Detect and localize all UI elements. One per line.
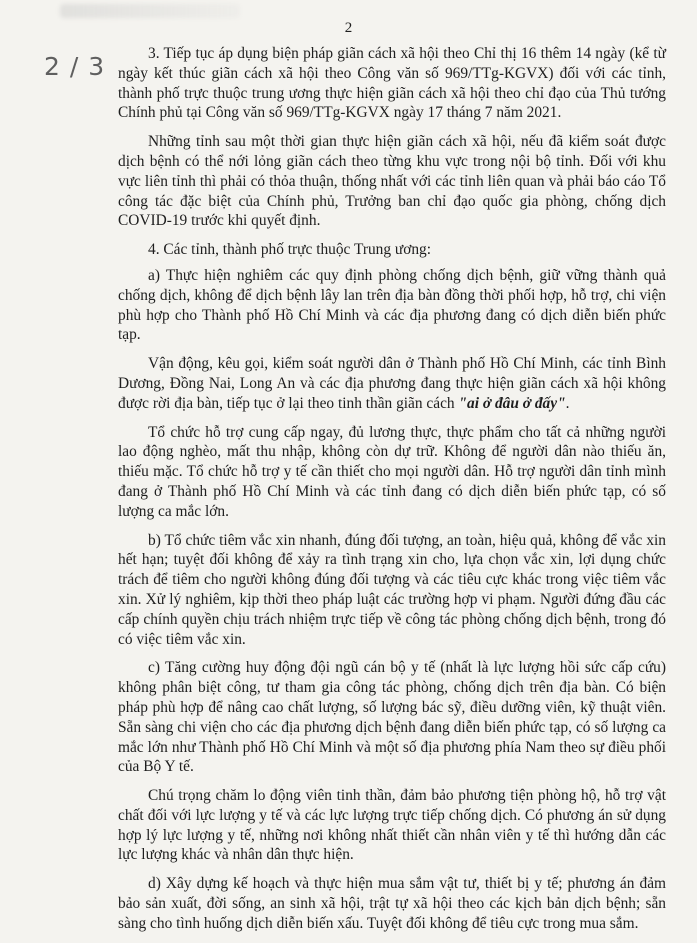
- paragraph-mobilize-text: Vận động, kêu gọi, kiểm soát người dân ở Thành phố Hồ Chí Minh, các tỉnh Bình Dương, Đồng Nai, Long An và các địa phương đang thực hiện giãn cách xã hội không được rời địa bàn, tiếp tục ở lại theo tinh thần giãn cách: [118, 355, 666, 412]
- paragraph-support: Tổ chức hỗ trợ cung cấp ngay, đủ lương thực, thực phẩm cho tất cả những người lao động nghèo, mất thu nhập, không còn dự trữ. Không để người dân nào thiếu ăn, thiếu mặc. Tổ chức hỗ trợ y tế cần thiết cho mọi người dân. Hỗ trợ người dân tỉnh mình đang ở Thành phố Hồ Chí Minh và các tỉnh đang có dịch diễn biến phức tạp, có số lượng ca mắc lớn.: [118, 423, 666, 520]
- paragraph-3: 3. Tiếp tục áp dụng biện pháp giãn cách xã hội theo Chỉ thị 16 thêm 14 ngày (kể từ ngày kết thúc giãn cách xã hội theo Công văn số 969/TTg-KGVX) đối với các tỉnh, thành phố trực thuộc trung ương thực hiện giãn cách xã hội theo chỉ đạo của Thủ tướng Chính phủ tại Công văn số 969/TTg-KGVX ngày 17 tháng 7 năm 2021.: [118, 45, 666, 122]
- paragraph-medical-staff: Chú trọng chăm lo động viên tinh thần, đảm bảo phương tiện phòng hộ, hỗ trợ vật chất đối với lực lượng y tế và các lực lượng trực tiếp chống dịch. Có phương án sử dụng hợp lý lực lượng y tế, những nơi không nhất thiết cần nhân viên y tế thì hướng dẫn các lực lượng khác và nhân dân thực hiện.: [118, 787, 666, 864]
- paragraph-provinces-relaxation: Những tỉnh sau một thời gian thực hiện giãn cách xã hội, nếu đã kiểm soát được dịch bệnh có thể nới lỏng giãn cách theo từng khu vực trong nội bộ tỉnh. Đối với khu vực liên tỉnh thì phải có thỏa thuận, thống nhất với các tỉnh liên quan và phải báo cáo Tổ công tác đặc biệt của Chính phủ, Trưởng ban chỉ đạo quốc gia phòng, chống dịch COVID-19 trước khi quyết định.: [118, 133, 666, 230]
- paragraph-4a: a) Thực hiện nghiêm các quy định phòng chống dịch bệnh, giữ vững thành quả chống dịch, không để dịch bệnh lây lan trên địa bàn đồng thời phối hợp, hỗ trợ, chi viện phù hợp cho Thành phố Hồ Chí Minh và các địa phương đang có dịch diễn biến phức tạp.: [118, 266, 666, 344]
- paragraph-4-heading: 4. Các tỉnh, thành phố trực thuộc Trung ương:: [148, 241, 432, 259]
- paragraph-mobilize-emphasis: "ai ở đâu ở đấy": [458, 394, 566, 412]
- paragraph-mobilize: [118, 354, 666, 413]
- paragraph-4b: b) Tổ chức tiêm vắc xin nhanh, đúng đối tượng, an toàn, hiệu quả, không để vắc xin hết hạn; tuyệt đối không để xảy ra tình trạng xin cho, lựa chọn vắc xin, lợi dụng chức trách để tiêm cho người không đúng đối tượng và các tiêu cực khác trong việc tiêm vắc xin. Xử lý nghiêm, kịp thời theo pháp luật các trường hợp vi phạm. Người đứng đầu các cấp chính quyền chịu trách nhiệm trực tiếp về công tác phòng chống dịch bệnh, trong đó có việc tiêm vắc xin.: [118, 531, 666, 648]
- paragraph-mobilize-end: .: [565, 394, 570, 412]
- blurred-header-artifact: [60, 4, 240, 18]
- paragraph-4d: d) Xây dựng kế hoạch và thực hiện mua sắm vật tư, thiết bị y tế; phương án đảm bảo sản xuất, đời sống, an sinh xã hội, trật tự xã hội theo các kịch bản dịch bệnh; sẵn sàng cho tình huống dịch diễn biến xấu. Tuyệt đối không để tiêu cực trong mua sắm.: [118, 875, 666, 932]
- page-count-badge: 2 / 3: [44, 52, 106, 81]
- paragraph-4c: c) Tăng cường huy động đội ngũ cán bộ y tế (nhất là lực lượng hồi sức cấp cứu) không phân biệt công, tư tham gia công tác phòng, chống dịch trên địa bàn. Có biện pháp phù hợp để nâng cao chất lượng, số lượng bác sỹ, điều dưỡng viên, kỹ thuật viên. Sẵn sàng chi viện cho các địa phương dịch bệnh đang diễn biến phức tạp, có số lượng ca mắc lớn như Thành phố Hồ Chí Minh và một số địa phương phía Nam theo sự điều phối của Bộ Y tế.: [118, 659, 666, 776]
- document-body: [118, 44, 666, 943]
- page-number: 2: [344, 20, 353, 36]
